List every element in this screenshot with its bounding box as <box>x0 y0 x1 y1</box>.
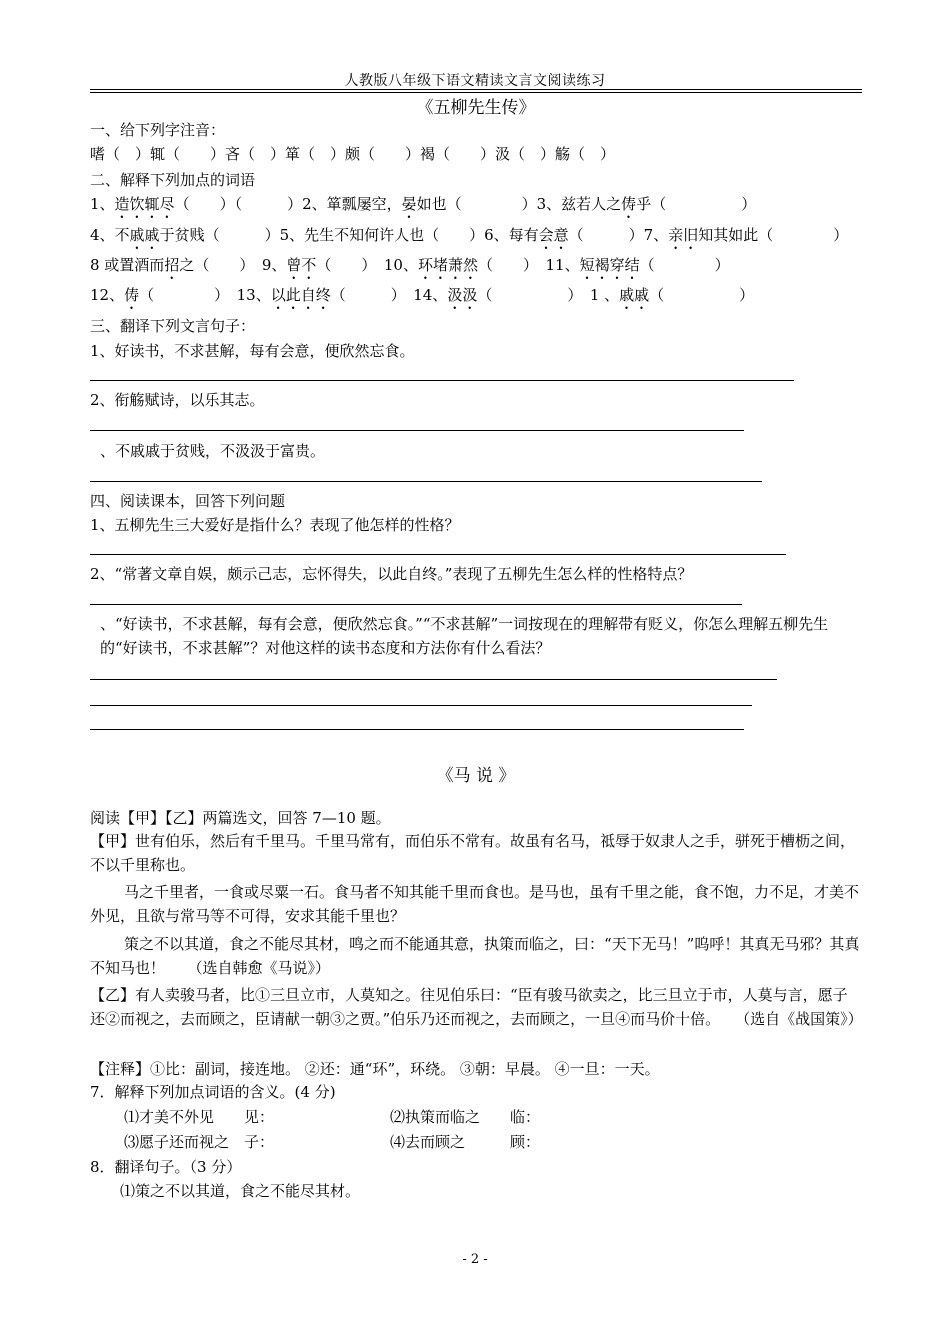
pinyin-line: 嗜（ ）辄（ ）吝（ ）箪（ ）颇（ ）褐（ ）汲（ ）觞（ ） <box>90 145 616 163</box>
question-8-a1: ⑴策之不以其道，食之不能尽其材。 <box>120 1182 361 1200</box>
annotation: 【注释】①比：副词，接连地。 ②还：通“环”，环绕。 ③朝：早晨。 ④一旦：一天。 <box>90 1060 660 1078</box>
reading-q3: 、“好读书，不求甚解，每有会意，便欣然忘食。”“不求甚解”一词按现在的理解带有贬义，你怎么理解五柳先生的“好读书，不求甚解”？对他这样的读书态度和方法你有什么看法？ <box>100 615 829 657</box>
answer-line[interactable] <box>90 380 794 381</box>
translate-q1: 1、好读书，不求甚解，每有会意，便欣然忘食。 <box>90 342 415 360</box>
question-7: 7．解释下列加点词语的含义。(4 分) <box>90 1083 336 1101</box>
explain-row-4: 12、俦（ ） 13、以此自终（ ） 14、汲汲（ ） 1 、戚戚（ ） <box>90 286 755 304</box>
question-7-a4: ⑷去而顾之 顾： <box>390 1133 541 1151</box>
answer-line[interactable] <box>90 679 777 680</box>
passage-yi: 【乙】有人卖骏马者，比①三旦立市，人莫知之。往见伯乐曰：“臣有骏马欲卖之，比三旦立于市，人莫与言，愿子还②而视之，去而顾之，臣请献一朝③之贾。”伯乐乃还而视之，去而顾之，一旦④而马价十倍。 （选自《战国策》） <box>90 986 863 1028</box>
passage-jia-p2: 马之千里者，一食或尽粟一石。食马者不知其能千里而食也。是马也，虽有千里之能，食不饱，力不足，才美不外见，且欲与常马等不可得，安求其能千里也？ <box>90 883 860 925</box>
question-8: 8．翻译句子。（3 分） <box>90 1158 242 1176</box>
answer-line[interactable] <box>90 705 752 706</box>
answer-line[interactable] <box>90 729 744 730</box>
question-7-a1: ⑴才美不外见 见： <box>124 1108 275 1126</box>
passage-jia-p3: 策之不以其道，食之不能尽其材，鸣之而不能通其意，执策而临之，曰：“天下无马！”呜呼！其真无马邪？其真不知马也！ （选自韩愈《马说》） <box>90 935 860 977</box>
answer-line[interactable] <box>90 481 762 482</box>
heading-reading: 四、阅读课本，回答下列问题 <box>90 492 286 510</box>
reading-q2: 2、“常著文章自娱，颇示己志，忘怀得失，以此自终。”表现了五柳先生怎么样的性格特点？ <box>90 565 693 583</box>
answer-line[interactable] <box>90 430 744 431</box>
section-title-wuliu: 《五柳先生传》 <box>416 98 536 118</box>
heading-pinyin: 一、给下列字注音： <box>90 121 226 139</box>
translate-q2: 2、衔觞赋诗，以乐其志。 <box>90 391 265 409</box>
question-7-a3: ⑶愿子还而视之 子： <box>124 1133 275 1151</box>
heading-explain: 二、解释下列加点的词语 <box>90 171 256 189</box>
reading-q1: 1、五柳先生三大爱好是指什么？表现了他怎样的性格？ <box>90 516 460 534</box>
question-7-a2: ⑵执策而临之 临： <box>390 1108 541 1126</box>
header-title: 人教版八年级下语文精读文言文阅读练习 <box>344 73 606 89</box>
page-number: - 2 - <box>462 1252 488 1267</box>
translate-q3: 、不戚戚于贫贱，不汲汲于富贵。 <box>100 442 326 460</box>
section-title-mashuo: 《马 说 》 <box>436 766 516 786</box>
explain-row-2: 4、不戚戚于贫贱（ ）5、先生不知何许人也（ ）6、每有会意（ ）7、亲旧知其如此（ ） <box>90 226 849 244</box>
answer-line[interactable] <box>90 554 786 555</box>
passage-jia-p1: 【甲】世有伯乐，然后有千里马。千里马常有，而伯乐不常有。故虽有名马，祗辱于奴隶人之手，骈死于槽枥之间，不以千里称也。 <box>90 832 856 874</box>
heading-translate: 三、翻译下列文言句子： <box>90 317 256 335</box>
answer-line[interactable] <box>90 604 742 605</box>
header-rule <box>90 89 862 90</box>
mashuo-intro: 阅读【甲】【乙】两篇选文，回答 7—10 题。 <box>90 809 391 827</box>
explain-row-3: 8 或置酒而招之（ ） 9、曾不（ ） 10、环堵萧然（ ） 11、短褐穿结（ ） <box>90 256 730 274</box>
explain-row-1: 1、造饮辄尽（ ）（ ）2、箪瓢屡空，晏如也（ ）3、兹若人之俦乎（ ） <box>90 195 757 213</box>
